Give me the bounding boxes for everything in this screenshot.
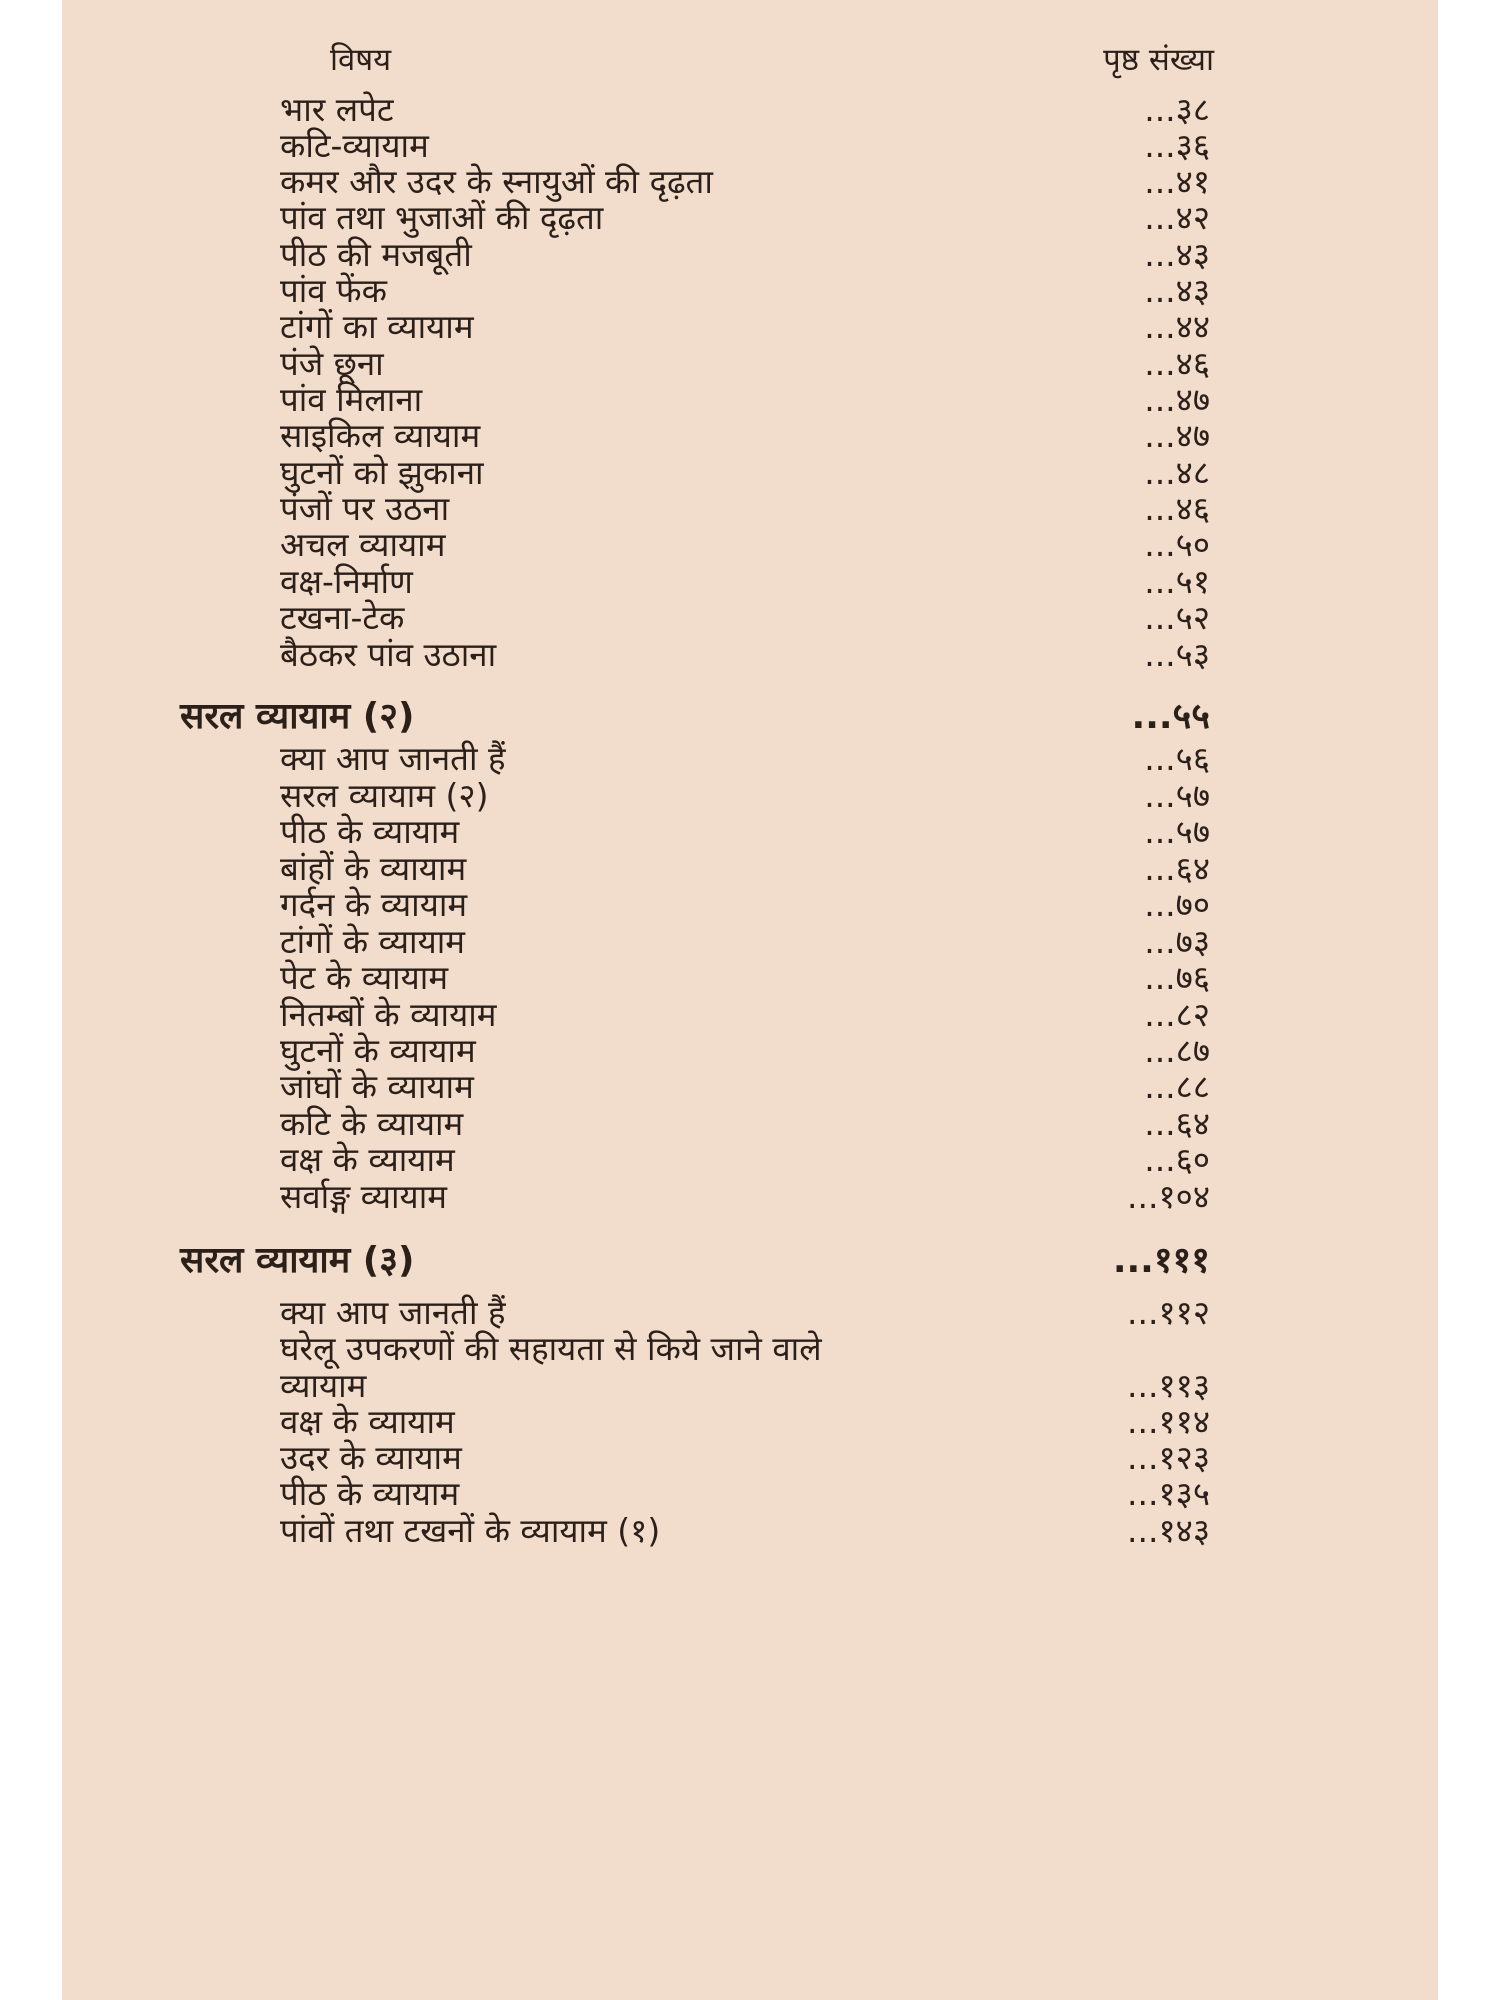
toc-entry-page: ...८२: [1144, 995, 1210, 1034]
toc-entry-page: ...५५: [1131, 696, 1210, 737]
page-column-header: पृष्ठ संख्या: [1103, 42, 1214, 78]
toc-entry-page: ...४७: [1144, 416, 1210, 455]
toc-entry-page: ...५३: [1144, 635, 1210, 674]
toc-entry-page: ...११४: [1127, 1402, 1210, 1441]
toc-entry-page: ...५२: [1144, 598, 1210, 637]
toc-entry: [62, 1173, 1438, 1219]
toc-entry-page: ...४६: [1144, 344, 1210, 383]
toc-entry-page: ...५६: [1144, 739, 1210, 778]
toc-entry-title: सर्वाङ्ग व्यायाम: [280, 1177, 447, 1216]
toc-entry-page: ...५७: [1144, 812, 1210, 851]
toc-entry-page: ...४१: [1144, 162, 1210, 201]
toc-entry-title: टखना-टेक: [280, 598, 405, 637]
toc-entry-title: पांव तथा भुजाओं की दृढ़ता: [280, 198, 604, 237]
toc-entry-title: पांव फेंक: [280, 271, 387, 310]
toc-entry-page: ...६०: [1144, 1140, 1210, 1179]
toc-entry-title: वक्ष के व्यायाम: [280, 1402, 455, 1441]
toc-entry-title: वक्ष के व्यायाम: [280, 1140, 455, 1179]
toc-entry-title: टांगों के व्यायाम: [280, 922, 466, 961]
toc-entry: [62, 1507, 1438, 1553]
toc-entry-title: पंजे छूना: [280, 344, 384, 383]
toc-entry-page: ...६४: [1144, 849, 1210, 888]
toc-entry-title: पेट के व्यायाम: [280, 958, 449, 997]
toc-entry-page: ...१०४: [1127, 1177, 1210, 1216]
toc-entry-page: ...६४: [1144, 1104, 1210, 1143]
toc-entry-page: ...४३: [1144, 235, 1210, 274]
toc-entry-page: ...१४३: [1127, 1511, 1210, 1550]
toc-entry-title: पीठ के व्यायाम: [280, 812, 460, 851]
toc-entry-title: जांघों के व्यायाम: [280, 1067, 474, 1106]
toc-entry-page: ...४७: [1144, 380, 1210, 419]
toc-entry-title: पांव मिलाना: [280, 380, 423, 419]
toc-section-heading: [62, 690, 1438, 736]
toc-entry-title: उदर के व्यायाम: [280, 1438, 462, 1477]
toc-entry-title: भार लपेट: [280, 90, 394, 129]
toc-entry-page: ...४३: [1144, 271, 1210, 310]
toc-entry-page: ...१३५: [1127, 1474, 1210, 1513]
toc-entry-page: ...३६: [1144, 126, 1210, 165]
toc-entry-title: घरेलू उपकरणों की सहायता से किये जाने वाले: [280, 1329, 822, 1368]
toc-section-heading: [62, 1234, 1438, 1280]
topic-column-header: विषय: [330, 42, 392, 78]
toc-entry-title: पीठ की मजबूती: [280, 235, 472, 274]
toc-entry-page: ...५१: [1144, 562, 1210, 601]
toc-entry-title: वक्ष-निर्माण: [280, 562, 413, 601]
toc-entry-title: गर्दन के व्यायाम: [280, 885, 468, 924]
toc-entry-title: सरल व्यायाम (३): [180, 1240, 415, 1281]
toc-entry-page: ...५७: [1144, 776, 1210, 815]
toc-entry-page: ...७६: [1144, 958, 1210, 997]
toc-entry: [62, 631, 1438, 677]
toc-entry-title: नितम्बों के व्यायाम: [280, 995, 497, 1034]
toc-entry-page: ...४६: [1144, 489, 1210, 528]
toc-entry-title: सरल व्यायाम (२): [280, 776, 489, 815]
toc-entry-page: ...११२: [1127, 1293, 1210, 1332]
toc-entry-page: ...१११: [1112, 1240, 1210, 1281]
toc-entry-page: ...५०: [1144, 525, 1210, 564]
toc-entry-title: बांहों के व्यायाम: [280, 849, 467, 888]
toc-entry-title: अचल व्यायाम: [280, 525, 446, 564]
toc-entry-title: कटि-व्यायाम: [280, 126, 429, 165]
toc-entry-title: पंजों पर उठना: [280, 489, 450, 528]
toc-entry-page: ...७०: [1144, 885, 1210, 924]
toc-entry-title: कटि के व्यायाम: [280, 1104, 464, 1143]
toc-entry-title: क्या आप जानती हैं: [280, 1293, 506, 1332]
toc-entry-title: क्या आप जानती हैं: [280, 739, 506, 778]
toc-entry-title: व्यायाम: [280, 1366, 367, 1405]
toc-entry-page: ...८८: [1144, 1067, 1210, 1106]
toc-entry-page: ...११३: [1127, 1366, 1210, 1405]
toc-entry-page: ...८७: [1144, 1031, 1210, 1070]
toc-entry-page: ...४४: [1144, 307, 1210, 346]
toc-entry-title: पांवों तथा टखनों के व्यायाम (१): [280, 1511, 661, 1550]
toc-entry-title: घुटनों को झुकाना: [280, 453, 484, 492]
toc-entry-title: पीठ के व्यायाम: [280, 1474, 460, 1513]
toc-entry-title: साइकिल व्यायाम: [280, 416, 481, 455]
book-page: [62, 0, 1438, 2000]
toc-entry-title: बैठकर पांव उठाना: [280, 635, 497, 674]
toc-entry-page: ...४२: [1144, 198, 1210, 237]
toc-entry-page: ...१२३: [1127, 1438, 1210, 1477]
toc-entry-page: ...४८: [1144, 453, 1210, 492]
toc-entry-page: ...३८: [1144, 90, 1210, 129]
toc-entry-title: कमर और उदर के स्नायुओं की दृढ़ता: [280, 162, 713, 201]
toc-entry-title: टांगों का व्यायाम: [280, 307, 474, 346]
toc-entry-page: ...७३: [1144, 922, 1210, 961]
toc-entry-title: घुटनों के व्यायाम: [280, 1031, 476, 1070]
toc-entry-title: सरल व्यायाम (२): [180, 696, 415, 737]
